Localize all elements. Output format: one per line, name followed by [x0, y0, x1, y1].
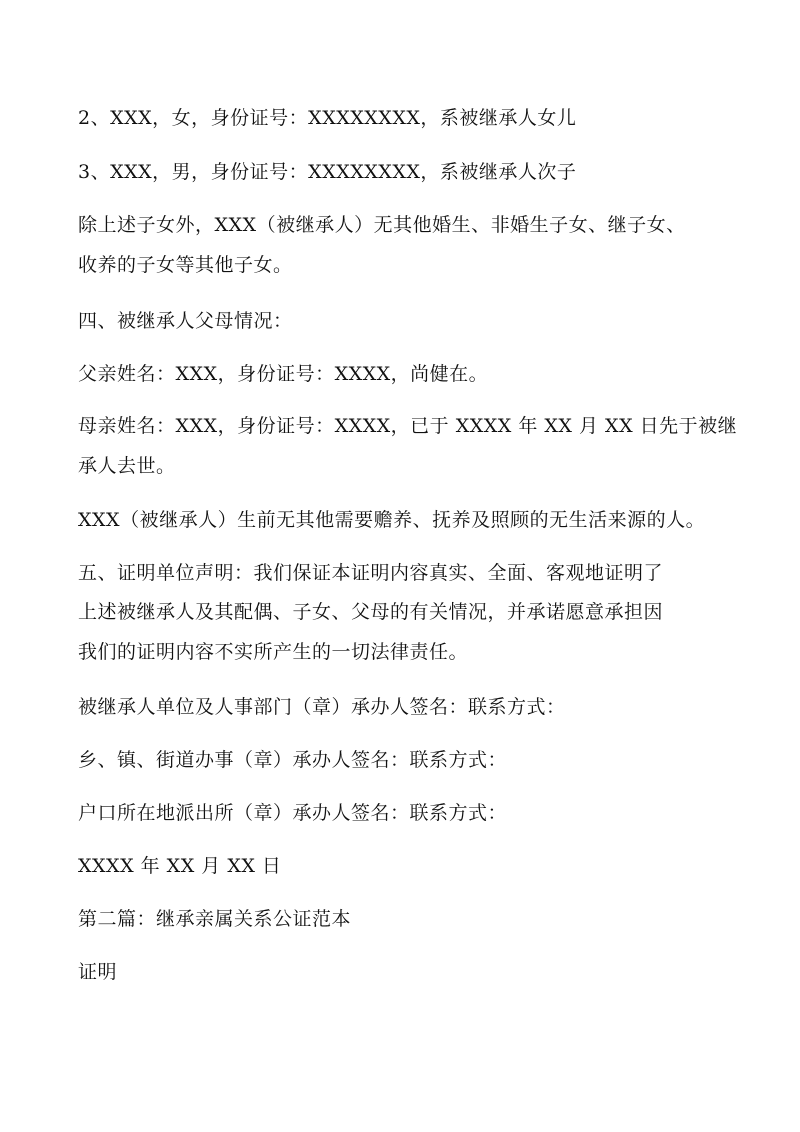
- heir-second-son-line: 3、XXX，男，身份证号：XXXXXXXX，系被继承人次子: [78, 161, 577, 183]
- date-line: XXXX 年 XX 月 XX 日: [78, 855, 282, 877]
- no-dependents-line: XXX（被继承人）生前无其他需要赡养、抚养及照顾的无生活来源的人。: [78, 509, 706, 531]
- section-five-line-3: 我们的证明内容不实所产生的一切法律责任。: [78, 641, 469, 663]
- township-signature-line: 乡、镇、街道办事（章）承办人签名：联系方式：: [78, 749, 508, 771]
- mother-info-line-2: 承人去世。: [78, 455, 176, 477]
- police-station-signature-line: 户口所在地派出所（章）承办人签名：联系方式：: [78, 802, 508, 824]
- section-five-line-1: 五、证明单位声明：我们保证本证明内容真实、全面、客观地证明了: [78, 562, 664, 584]
- section-four-heading: 四、被继承人父母情况：: [78, 310, 293, 332]
- certificate-title: 证明: [78, 961, 118, 983]
- employer-signature-line: 被继承人单位及人事部门（章）承办人签名：联系方式：: [78, 696, 566, 718]
- other-children-line-1: 除上述子女外，XXX（被继承人）无其他婚生、非婚生子女、继子女、: [78, 214, 686, 236]
- other-children-line-2: 收养的子女等其他子女。: [78, 254, 293, 276]
- part-two-heading: 第二篇：继承亲属关系公证范本: [78, 908, 352, 930]
- section-five-line-2: 上述被继承人及其配偶、子女、父母的有关情况，并承诺愿意承担因: [78, 601, 664, 623]
- mother-info-line-1: 母亲姓名：XXX，身份证号：XXXX，已于 XXXX 年 XX 月 XX 日先于被继: [78, 415, 738, 437]
- heir-daughter-line: 2、XXX，女，身份证号：XXXXXXXX，系被继承人女儿: [78, 107, 577, 129]
- father-info-line: 父亲姓名：XXX，身份证号：XXXX，尚健在。: [78, 363, 489, 385]
